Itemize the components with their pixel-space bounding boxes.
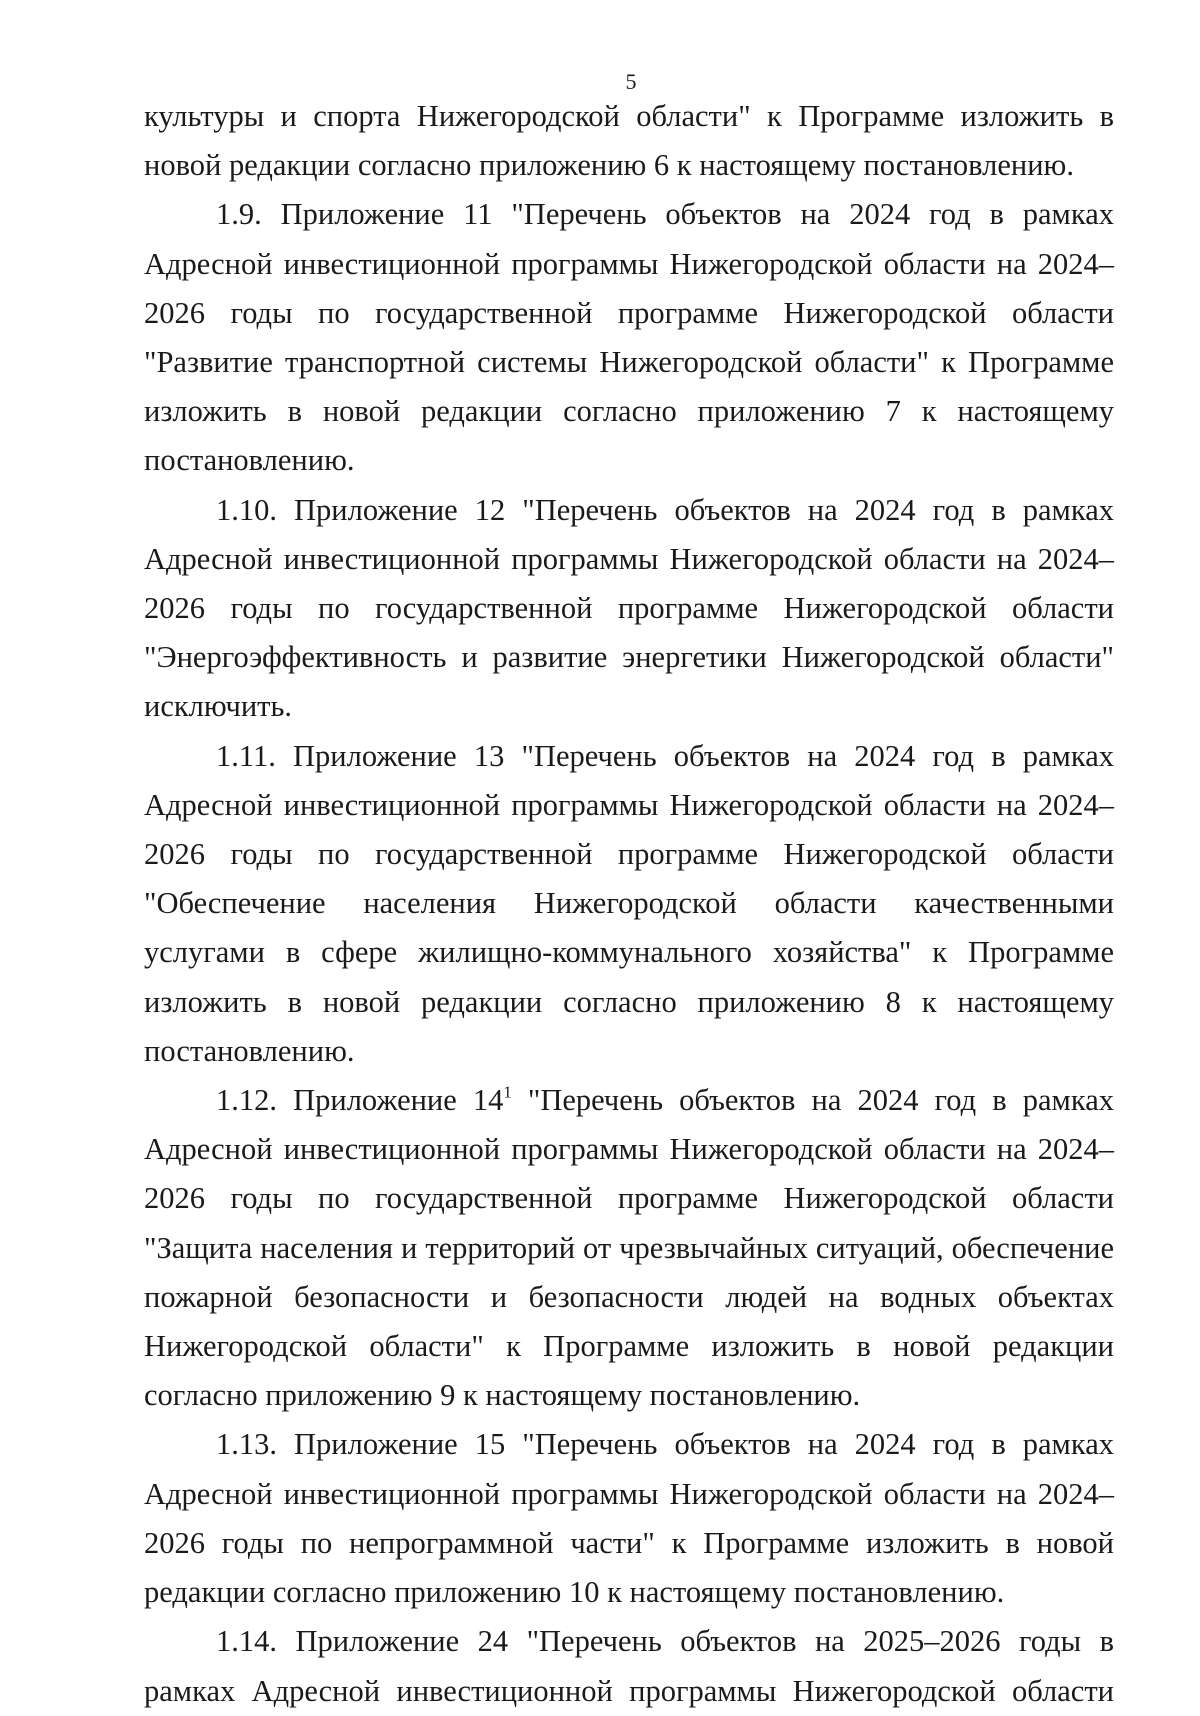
paragraph-continuation: культуры и спорта Нижегородской области" к Программе изложить в новой редакции согласно приложению 6 к настоящему постановлению. <box>144 99 1114 183</box>
paragraph-1-12 <box>144 1076 1114 1420</box>
document-body <box>144 92 1114 1716</box>
paragraph-1-13: 1.13. Приложение 15 "Перечень объектов на 2024 год в рамках Адресной инвестиционной программы Нижегородской области на 2024–2026 годы по непрограммной части" к Программе изложить в новой редакции согласно приложению 10 к настоящему постановлению. <box>144 1427 1114 1610</box>
superscript-index: 1 <box>503 1082 512 1102</box>
page-number: 5 <box>625 69 637 94</box>
paragraph-1-11: 1.11. Приложение 13 "Перечень объектов на 2024 год в рамках Адресной инвестиционной программы Нижегородской области на 2024–2026 годы по государственной программе Нижегородской области "Обеспечение населения Нижегородской области качественными услугами в сфере жилищно-коммунального хозяйства" к Программе изложить в новой редакции согласно приложению 8 к настоящему постановлению. <box>144 738 1114 1068</box>
paragraph-1-9: 1.9. Приложение 11 "Перечень объектов на 2024 год в рамках Адресной инвестиционной программы Нижегородской области на 2024–2026 годы по государственной программе Нижегородской области "Развитие транспортной системы Нижегородской области" к Программе изложить в новой редакции согласно приложению 7 к настоящему постановлению. <box>144 197 1114 478</box>
paragraph-1-10: 1.10. Приложение 12 "Перечень объектов на 2024 год в рамках Адресной инвестиционной программы Нижегородской области на 2024–2026 годы по государственной программе Нижегородской области "Энергоэффективность и развитие энергетики Нижегородской области" исключить. <box>144 492 1114 724</box>
paragraph-1-12-body: "Перечень объектов на 2024 год в рамках Адресной инвестиционной программы Нижегородской области на 2024–2026 годы по государственной программе Нижегородской области "Защита населения и территорий от чрезвычайных ситуаций, обеспечение пожарной безопасности и безопасности людей на водных объектах Нижегородской области" к Программе изложить в новой редакции согласно приложению 9 к настоящему постановлению. <box>144 1083 1115 1413</box>
paragraph-1-12-lead: 1.12. Приложение 14 <box>216 1083 504 1118</box>
paragraph-1-14: 1.14. Приложение 24 "Перечень объектов на 2025–2026 годы в рамках Адресной инвестиционной программы Нижегородской области <box>144 1624 1114 1708</box>
